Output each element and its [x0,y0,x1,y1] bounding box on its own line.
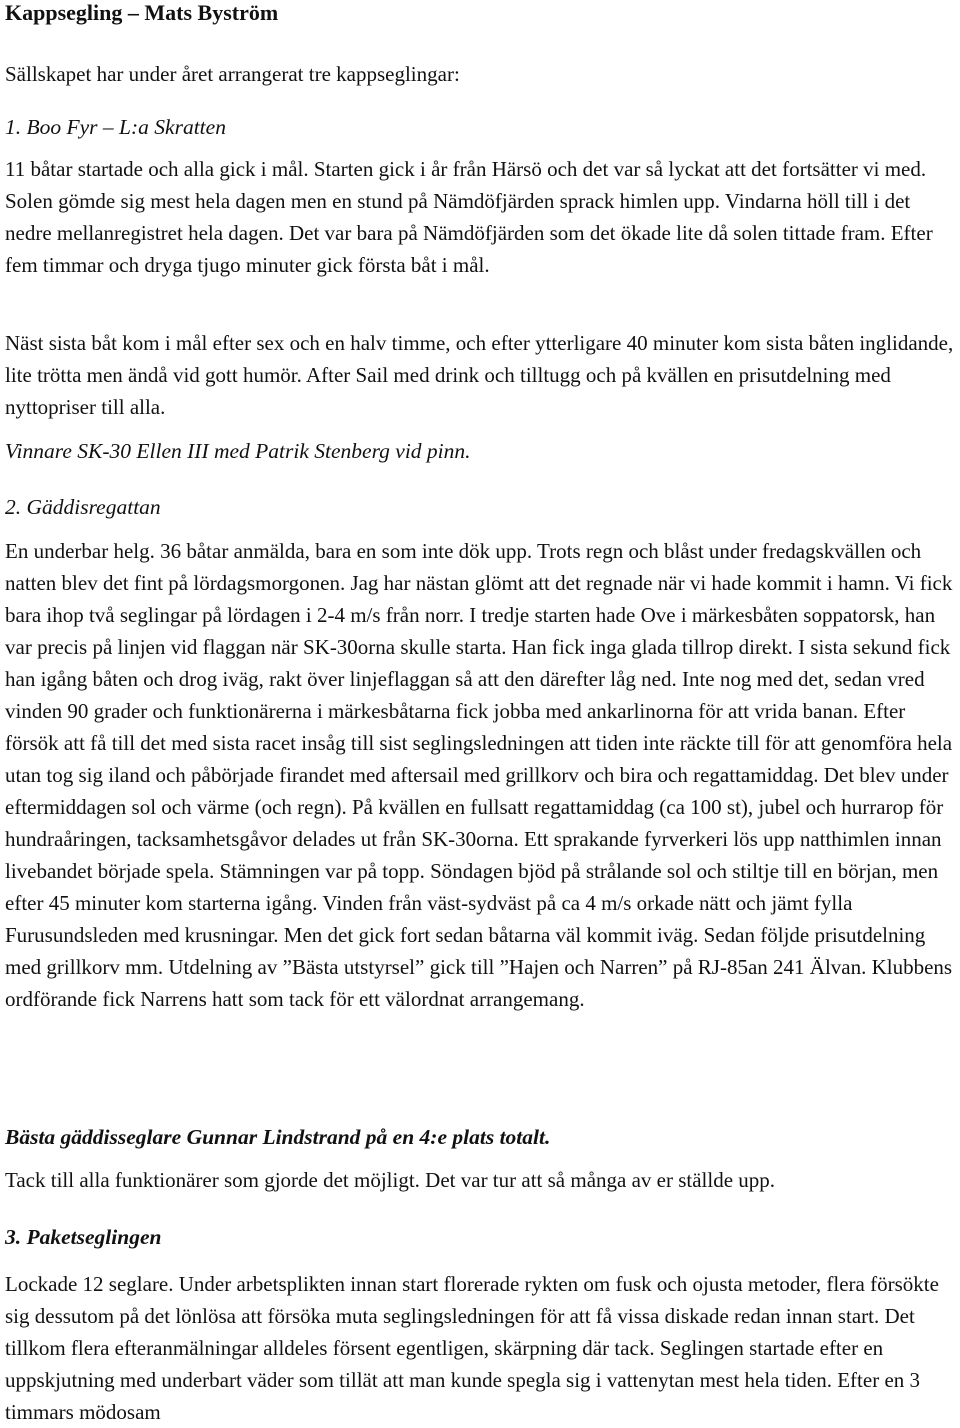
race2-thanks: Tack till alla funktionärer som gjorde det möjligt. Det var tur att så många av er ställde upp. [5,1168,776,1192]
race3-heading: 3. Paketseglingen [5,1225,162,1249]
race1-heading: 1. Boo Fyr – L:a Skratten [5,115,226,139]
race3-paragraph-1: Lockade 12 seglare. Under arbetsplikten innan start florerade rykten om fusk och ojusta metoder, flera försökte sig dessutom på det lönlösa att försöka muta seglingsledningen för att få vissa diskade redan innan start. Det tillkom flera efteranmälningar alldeles försent egentligen, skärpning där tack. Seglingen startade efter en uppskjutning med underbart väder som tillät att man kunde spegla sig i vattenytan mest hela tiden. Efter en 3 timmars mödosam [5,1272,939,1424]
race2-paragraph-1: En underbar helg. 36 båtar anmälda, bara en som inte dök upp. Trots regn och blåst under fredagskvällen och natten blev det fint på lördagsmorgonen. Jag har nästan glömt att det regnade när vi hade kommit i hamn. Vi fick bara ihop två seglingar på lördagen i 2-4 m/s från norr. I tredje starten hade Ove i märkesbåten soppatorsk, han var precis på linjen vid flaggan när SK-30orna skulle starta. Han fick inga glada tillrop direkt. I sista sekund fick han igång båten och drog iväg, rakt över linjeflaggan så att den därefter låg ned. Inte nog med det, sedan vred vinden 90 grader och funktionärerna i märkesbåtarna fick jobba med ankarlinorna för att vrida banan. Efter försök att få till det med sista racet insåg till sist seglingsledningen att tiden inte räckte till för att genomföra hela utan tog sig iland och påbörjade firandet med aftersail med grillkorv och bira och regattamiddag. Det blev under eftermiddagen sol och värme (och regn). På kvällen en fullsatt regattamiddag (ca 100 st), jubel och hurrarop för hundraåringen, tacksamhetsgåvor delades ut från SK-30orna. Ett sprakande fyrverkeri lös upp natthimlen innan livebandet började spela. Stämningen var på topp. Söndagen bjöd på strålande sol och stiltje till en början, men efter 45 minuter kom starterna igång. Vinden från väst-sydväst på ca 4 m/s orkade nätt och jämt fylla Furusundsleden med krusningar. Men det gick fort sedan båtarna väl kommit iväg. Sedan följde prisutdelning med grillkorv mm. Utdelning av ”Bästa utstyrsel” gick till ”Hajen och Narren” på RJ-85an 241 Älvan. Klubbens ordförande fick Narrens hatt som tack för ett välordnat arrangemang. [5,539,953,1011]
race1-paragraph-1: 11 båtar startade och alla gick i mål. Starten gick i år från Härsö och det var så lyckat att det fortsätter vi med. Solen gömde sig mest hela dagen men en stund på Nämdöfjärden sprack himlen upp. Vindarna höll till i det nedre mellanregistret hela dagen. Det var bara på Nämdöfjärden som det ökade lite då solen tittade fram. Efter fem timmar och dryga tjugo minuter gick första båt i mål. [5,157,933,277]
intro-text: Sällskapet har under året arrangerat tre kappseglingar: [5,62,460,86]
document-title: Kappsegling – Mats Byström [5,0,279,25]
race2-winner: Bästa gäddisseglare Gunnar Lindstrand på en 4:e plats totalt. [5,1125,551,1149]
race2-heading: 2. Gäddisregattan [5,495,161,519]
race1-winner: Vinnare SK-30 Ellen III med Patrik Stenberg vid pinn. [5,439,471,463]
race1-paragraph-2: Näst sista båt kom i mål efter sex och en halv timme, och efter ytterligare 40 minuter kom sista båten inglidande, lite trötta men ändå vid gott humör. After Sail med drink och tilltugg och på kvällen en prisutdelning med nyttopriser till alla. [5,331,954,419]
